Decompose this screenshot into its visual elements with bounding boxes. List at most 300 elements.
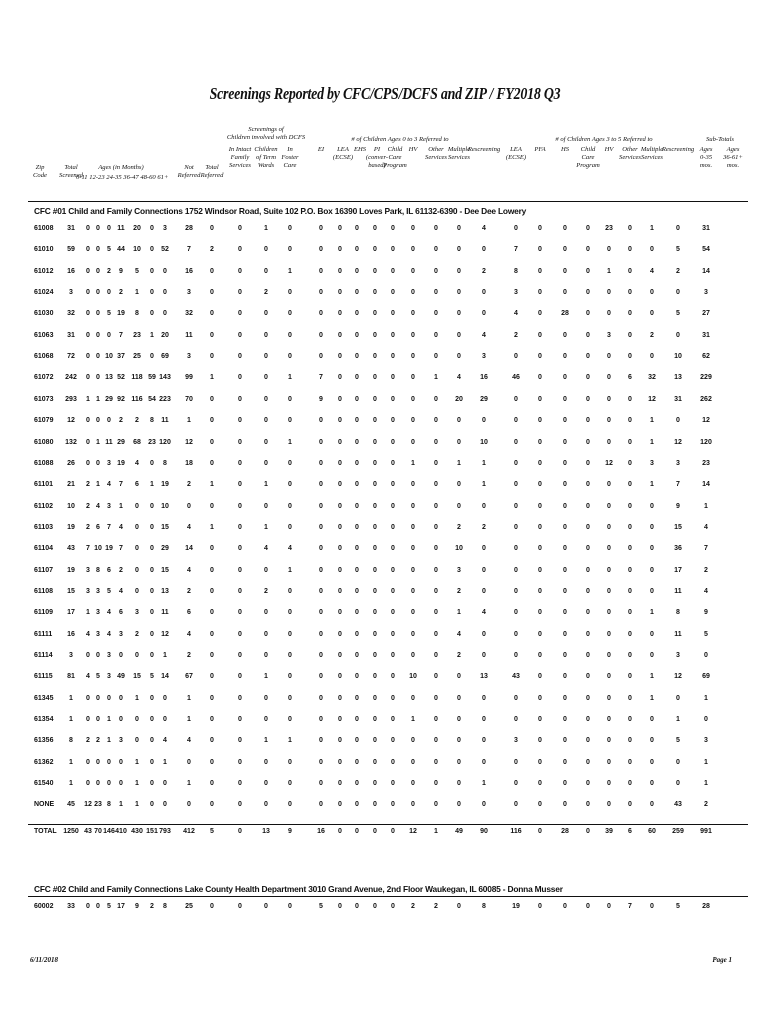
table-cell: 44 [117, 246, 125, 254]
table-cell: 0 [586, 374, 590, 382]
table-cell: 0 [355, 481, 359, 489]
table-cell: 19 [117, 310, 125, 318]
table-cell: 1 [135, 694, 139, 702]
table-cell: 8 [514, 267, 518, 275]
table-cell: 0 [538, 395, 542, 403]
table-cell: 9 [119, 267, 123, 275]
table-cell: 0 [319, 246, 323, 254]
table-cell: 0 [264, 780, 268, 788]
table-cell: 18 [185, 459, 193, 467]
table-cell: 0 [586, 828, 590, 835]
table-cell: 0 [563, 417, 567, 425]
table-cell: 0 [338, 630, 342, 638]
table-cell: 16 [67, 630, 75, 638]
table-cell: 43 [84, 828, 92, 835]
table-cell: 0 [538, 545, 542, 553]
table-cell: 61354 [34, 716, 54, 724]
table-cell: 0 [586, 780, 590, 788]
table-cell: 0 [434, 289, 438, 297]
table-cell: 1 [704, 780, 708, 788]
page-title: Screenings Reported by CFC/CPS/DCFS and ZIP / FY2018 Q3 [209, 84, 561, 103]
table-cell: 4 [704, 587, 708, 595]
header-dcfs-col [275, 146, 305, 170]
table-cell: 0 [355, 353, 359, 361]
table-cell: 0 [586, 459, 590, 467]
table-cell: 118 [131, 374, 143, 382]
table-cell: 0 [411, 481, 415, 489]
table-cell: 0 [434, 652, 438, 659]
table-cell: 0 [150, 310, 154, 318]
table-cell: 2 [135, 417, 139, 425]
table-cell: 0 [288, 903, 292, 910]
table-cell: 0 [355, 225, 359, 232]
header-subtotals-col-line: 36-61+ [723, 154, 743, 161]
header-col-3-5-line: Services [619, 154, 641, 161]
table-cell: 0 [538, 267, 542, 275]
table-cell: 61072 [34, 374, 54, 382]
table-cell: 0 [482, 737, 486, 745]
header-dcfs-group-line: Children involved with DCFS [226, 134, 306, 141]
table-cell: 29 [161, 545, 169, 553]
table-cell: 0 [238, 289, 242, 297]
table-cell: 11 [161, 417, 169, 425]
table-cell: 0 [107, 289, 111, 297]
table-cell: 2 [86, 502, 90, 510]
table-cell: 0 [514, 545, 518, 553]
table-cell: 0 [434, 246, 438, 254]
table-cell: 21 [67, 481, 75, 489]
table-cell: 116 [131, 395, 143, 403]
table-cell: 0 [676, 225, 680, 232]
header-col-0-3-line: Program [383, 162, 407, 169]
table-cell: 6 [628, 374, 632, 382]
table-cell: 6 [187, 609, 191, 617]
table-cell: 19 [161, 481, 169, 489]
table-cell: 793 [159, 828, 171, 835]
table-cell: 0 [338, 310, 342, 318]
table-cell: 0 [238, 545, 242, 553]
table-cell: 2 [264, 587, 268, 595]
table-cell: 0 [373, 353, 377, 361]
table-cell: 0 [628, 630, 632, 638]
header-dcfs-col-line: In Intact [228, 146, 252, 153]
table-cell: 0 [391, 353, 395, 361]
table-cell: 0 [264, 417, 268, 425]
table-row [0, 673, 770, 683]
table-cell: 0 [210, 737, 214, 745]
table-cell: 0 [391, 417, 395, 425]
table-cell: 0 [650, 801, 654, 809]
table-cell: 68 [133, 438, 141, 446]
table-cell: 0 [607, 310, 611, 318]
table-cell: 259 [672, 828, 684, 835]
header-col-0-3-line: Multiple [447, 146, 471, 153]
header-dcfs-col-line: of Term [255, 154, 277, 161]
table-cell: 16 [480, 374, 488, 382]
table-cell: 2 [107, 267, 111, 275]
table-cell: 0 [86, 246, 90, 254]
table-cell: 0 [434, 353, 438, 361]
table-cell: 0 [650, 353, 654, 361]
table-cell: 0 [411, 801, 415, 809]
header-col-0-3-line: Services [448, 154, 470, 161]
table-cell: 0 [391, 246, 395, 254]
table-cell: 0 [107, 758, 111, 766]
table-cell: 8 [676, 609, 680, 617]
table-cell: 0 [391, 716, 395, 724]
table-cell: 0 [210, 758, 214, 766]
table-cell: 1 [135, 289, 139, 297]
table-cell: 3 [96, 609, 100, 617]
table-cell: 0 [586, 716, 590, 724]
table-cell: 0 [391, 903, 395, 910]
table-cell: 0 [238, 353, 242, 361]
table-cell: 0 [391, 780, 395, 788]
table-cell: 0 [319, 566, 323, 574]
table-cell: 1 [107, 737, 111, 745]
table-cell: 0 [563, 502, 567, 510]
table-cell: 0 [563, 353, 567, 361]
table-cell: 0 [373, 523, 377, 531]
table-cell: 0 [96, 758, 100, 766]
table-cell: 2 [187, 587, 191, 595]
table-cell: 0 [288, 801, 292, 809]
table-row [0, 332, 770, 342]
table-cell: 0 [411, 780, 415, 788]
table-cell: 1 [69, 780, 73, 788]
table-cell: 0 [563, 716, 567, 724]
table-cell: 5 [135, 267, 139, 275]
table-cell: 61111 [34, 630, 53, 638]
table-cell: 0 [135, 737, 139, 745]
table-cell: 0 [338, 609, 342, 617]
table-cell: 0 [434, 310, 438, 318]
table-cell: 19 [67, 566, 75, 574]
table-cell: 2 [119, 289, 123, 297]
header-col-0-3-line: PI [373, 146, 381, 153]
header-ages-label [86, 164, 156, 172]
table-cell: 0 [319, 716, 323, 724]
table-cell: 0 [373, 310, 377, 318]
table-cell: 0 [482, 502, 486, 510]
table-cell: 61115 [34, 673, 53, 681]
header-col-3-5-line: Program [576, 162, 600, 169]
table-cell: 0 [650, 545, 654, 553]
table-cell: 0 [210, 609, 214, 617]
table-cell: 0 [628, 502, 632, 510]
table-cell: 0 [563, 459, 567, 467]
table-cell: 1 [135, 780, 139, 788]
table-cell: 61080 [34, 438, 54, 446]
table-cell: 0 [319, 267, 323, 275]
table-cell: 0 [607, 758, 611, 766]
table-cell: 61063 [34, 331, 54, 339]
table-cell: 0 [391, 225, 395, 232]
table-row [0, 460, 770, 470]
table-cell: 0 [373, 246, 377, 254]
table-cell: 0 [650, 587, 654, 595]
table-cell: 23 [605, 225, 613, 232]
table-cell: 0 [457, 310, 461, 318]
table-cell: 0 [338, 673, 342, 681]
table-cell: 37 [117, 353, 125, 361]
table-cell: 0 [264, 609, 268, 617]
table-cell: 0 [86, 758, 90, 766]
table-cell: 0 [288, 673, 292, 681]
table-cell: 0 [355, 566, 359, 574]
table-cell: 14 [702, 481, 710, 489]
table-cell: 61024 [34, 289, 54, 297]
table-cell: 0 [391, 801, 395, 809]
table-cell: 43 [512, 673, 520, 681]
table-row [0, 524, 770, 534]
table-cell: 0 [96, 417, 100, 425]
table-cell: 0 [628, 758, 632, 766]
table-cell: 151 [146, 828, 158, 835]
table-cell: 7 [187, 246, 191, 254]
table-cell: 12 [605, 459, 613, 467]
table-cell: 0 [96, 353, 100, 361]
table-cell: 10 [161, 502, 169, 510]
table-cell: 8 [69, 737, 73, 745]
table-cell: 7 [514, 246, 518, 254]
table-cell: 1 [288, 374, 292, 382]
table-cell: 61109 [34, 609, 54, 617]
table-cell: 0 [238, 310, 242, 318]
table-cell: 0 [538, 780, 542, 788]
table-cell: 0 [373, 267, 377, 275]
table-cell: 0 [355, 609, 359, 617]
table-cell: 10 [67, 502, 75, 510]
header-zip-line: Code [33, 172, 47, 179]
table-cell: 0 [338, 417, 342, 425]
table-cell: 0 [373, 758, 377, 766]
table-cell: 0 [538, 438, 542, 446]
table-cell: 8 [482, 903, 486, 910]
header-total-line: Total [64, 164, 78, 171]
table-cell: 61088 [34, 459, 54, 467]
table-cell: 0 [355, 545, 359, 553]
table-cell: 0 [210, 267, 214, 275]
table-cell: 0 [391, 459, 395, 467]
table-row [0, 609, 770, 619]
table-cell: 0 [355, 716, 359, 724]
header-subtotals-group-line: Sub-Totals [706, 136, 734, 143]
table-cell: 0 [628, 246, 632, 254]
table-cell: 132 [65, 438, 77, 446]
table-cell: 61103 [34, 523, 54, 531]
table-cell: 0 [338, 801, 342, 809]
table-cell: 14 [185, 545, 193, 553]
table-cell: 0 [355, 903, 359, 910]
table-cell: 31 [702, 225, 710, 232]
table-cell: 0 [338, 737, 342, 745]
table-cell: 1 [187, 716, 191, 724]
table-cell: 61107 [34, 566, 54, 574]
table-cell: 0 [135, 652, 139, 659]
table-cell: 19 [512, 903, 520, 910]
table-cell: 0 [563, 609, 567, 617]
header-group-0-3-line: # of Children Ages 0 to 3 Referred to [351, 136, 449, 143]
table-row [0, 737, 770, 747]
table-cell: 0 [607, 903, 611, 910]
table-cell: 5 [107, 903, 111, 910]
table-cell: 0 [457, 780, 461, 788]
table-cell: 0 [411, 310, 415, 318]
table-cell: 0 [288, 225, 292, 232]
table-cell: 0 [514, 225, 518, 232]
table-cell: 5 [676, 310, 680, 318]
table-cell: 3 [704, 737, 708, 745]
table-cell: 0 [264, 374, 268, 382]
table-cell: 0 [411, 438, 415, 446]
table-cell: 0 [355, 801, 359, 809]
table-cell: 5 [107, 587, 111, 595]
table-cell: 2 [86, 523, 90, 531]
table-cell: 0 [628, 801, 632, 809]
table-cell: 8 [107, 801, 111, 809]
table-cell: 0 [676, 694, 680, 702]
table-cell: 5 [107, 246, 111, 254]
table-cell: 0 [355, 310, 359, 318]
table-cell: 2 [411, 903, 415, 910]
header-dcfs-group-line: Screenings of [248, 126, 284, 133]
table-cell: 0 [150, 780, 154, 788]
table-cell: 0 [373, 545, 377, 553]
table-cell: 1 [411, 459, 415, 467]
section-title: CFC #02 Child and Family Connections Lake County Health Department 3010 Grand Avenue, 2nd Floor Waukegan, IL 60085 - Donna Musser [34, 884, 563, 894]
table-cell: 0 [563, 545, 567, 553]
table-cell: 0 [119, 780, 123, 788]
table-cell: 0 [319, 438, 323, 446]
table-cell: 26 [67, 459, 75, 467]
table-cell: 5 [676, 246, 680, 254]
table-cell: 0 [434, 502, 438, 510]
table-cell: 7 [319, 374, 323, 382]
table-cell: 0 [373, 630, 377, 638]
table-cell: 2 [135, 630, 139, 638]
table-cell: 0 [338, 502, 342, 510]
table-cell: 0 [338, 758, 342, 766]
header-subtotals-col-line: Ages [726, 146, 740, 153]
table-cell: 0 [391, 310, 395, 318]
table-cell: 0 [628, 673, 632, 681]
table-cell: 7 [86, 545, 90, 553]
table-cell: 0 [538, 737, 542, 745]
table-row [0, 759, 770, 769]
table-cell: 430 [131, 828, 143, 835]
table-cell: 3 [86, 587, 90, 595]
table-cell: 31 [702, 331, 710, 339]
table-cell: 0 [288, 523, 292, 531]
table-cell: 0 [319, 353, 323, 361]
table-cell: 0 [187, 801, 191, 809]
table-cell: 3 [107, 673, 111, 681]
table-cell: 29 [117, 438, 125, 446]
table-row [0, 439, 770, 449]
table-cell: 1 [482, 780, 486, 788]
header-dcfs-col-line: Family [230, 154, 250, 161]
table-cell: 0 [586, 545, 590, 553]
table-cell: 8 [163, 459, 167, 467]
header-total-referred [195, 164, 229, 180]
table-cell: 0 [150, 523, 154, 531]
table-cell: 0 [264, 438, 268, 446]
table-cell: 0 [319, 331, 323, 339]
table-cell: 0 [355, 780, 359, 788]
table-cell: 116 [510, 828, 522, 835]
table-cell: 0 [457, 438, 461, 446]
table-cell: 0 [373, 566, 377, 574]
hr-total [28, 824, 748, 825]
table-cell: 0 [607, 737, 611, 745]
table-cell: 5 [319, 903, 323, 910]
header-dcfs-col-line: Children [254, 146, 278, 153]
table-cell: 14 [702, 267, 710, 275]
header-not-referred-line: Not [184, 164, 194, 171]
table-cell: 0 [607, 673, 611, 681]
table-cell: 0 [150, 609, 154, 617]
table-cell: 0 [96, 331, 100, 339]
table-cell: 0 [355, 694, 359, 702]
table-cell: 0 [96, 694, 100, 702]
table-cell: 0 [628, 737, 632, 745]
header-subtotals-col-line: 0-35 [699, 154, 713, 161]
table-cell: 0 [563, 481, 567, 489]
table-cell: 5 [96, 673, 100, 681]
header-zip [28, 164, 52, 180]
table-cell: 8 [96, 566, 100, 574]
table-cell: 1 [650, 481, 654, 489]
table-cell: 0 [434, 523, 438, 531]
table-cell: 0 [538, 289, 542, 297]
table-cell: 0 [150, 566, 154, 574]
table-cell: 13 [480, 673, 488, 681]
table-cell: 12 [648, 395, 656, 403]
table-cell: 242 [65, 374, 77, 382]
header-zip-line: Zip [35, 164, 45, 171]
table-cell: 1 [210, 523, 214, 531]
table-cell: 1 [288, 438, 292, 446]
table-cell: 8 [135, 310, 139, 318]
table-cell: 0 [704, 716, 708, 724]
table-cell: 0 [650, 523, 654, 531]
table-cell: 7 [704, 545, 708, 553]
table-cell: 0 [86, 652, 90, 659]
table-cell: 6 [628, 828, 632, 835]
table-cell: 0 [373, 395, 377, 403]
table-cell: 23 [148, 438, 156, 446]
table-cell: 0 [391, 395, 395, 403]
table-cell: 0 [482, 716, 486, 724]
table-cell: 0 [150, 545, 154, 553]
header-ages-ranges-line: 0-11 12-23 24-35 36-47 48-60 61+ [76, 174, 169, 181]
table-cell: 5 [210, 828, 214, 835]
header-subtotals-col [691, 146, 721, 170]
table-cell: 0 [338, 828, 342, 835]
table-cell: 0 [457, 481, 461, 489]
table-cell: 0 [238, 716, 242, 724]
table-cell: 3 [163, 225, 167, 232]
table-cell: 223 [159, 395, 171, 403]
table-cell: 61102 [34, 502, 54, 510]
header-subtotals-col-line: mos. [699, 162, 713, 169]
table-cell: 0 [338, 289, 342, 297]
table-cell: 0 [391, 652, 395, 659]
table-cell: 0 [514, 502, 518, 510]
table-cell: 4 [107, 481, 111, 489]
table-row [0, 289, 770, 299]
